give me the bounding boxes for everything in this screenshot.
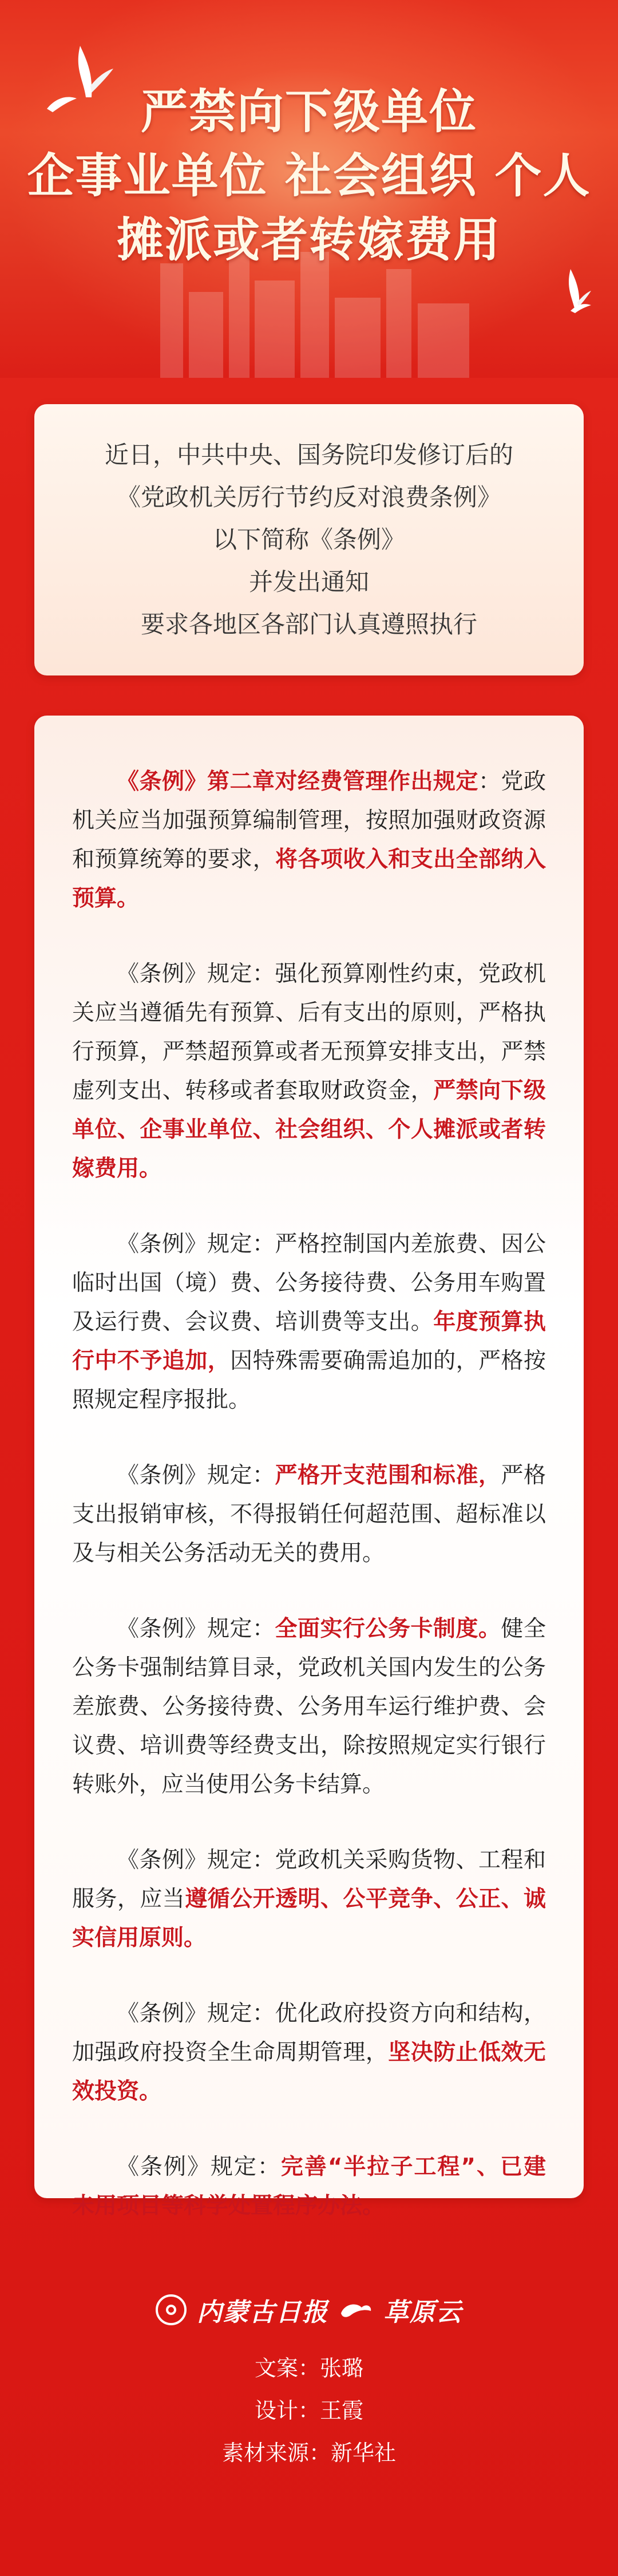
footer: [0, 2284, 618, 2474]
intro-card: [34, 404, 584, 675]
body-text: 《条例》规定：: [117, 2154, 281, 2180]
highlight-text: 坚决防止低效无效投资。: [72, 2040, 546, 2104]
title-line: 摊派或者转嫁费用: [116, 213, 501, 267]
highlight-text: 完善“半拉子工程”、已建未用项目等科学处置程序办法。: [72, 2154, 546, 2219]
article-paragraph: [72, 955, 546, 1188]
highlight-text: 将各项收入和支出全部纳入预算。: [72, 847, 546, 911]
credit-copywriter: 文案：张璐: [254, 2356, 363, 2381]
title-line: 企事业单位 社会组织 个人: [27, 149, 591, 203]
article-paragraph: [72, 1994, 546, 2111]
body-text: 《条例》规定：严格控制国内差旅费、因公临时出国（境）费、公务接待费、公务用车购置及运行费、会议费、培训费等支出。: [72, 1231, 546, 1335]
intro-line: 以下简称《条例》: [212, 526, 405, 554]
body-text: 《条例》规定：强化预算刚性约束，党政机关应当遵循先有预算、后有支出的原则，严格执行预算，严禁超预算或者无预算安排支出，严禁虚列支出、转移或者套取财政资金，: [72, 961, 546, 1104]
article-paragraph: [72, 1456, 546, 1573]
newspaper-logo-icon: [156, 2294, 187, 2325]
publisher-logos: [0, 2284, 618, 2336]
highlight-text: 严禁向下级单位、企事业单位、社会组织、个人摊派或者转嫁费用。: [72, 1078, 546, 1182]
article-paragraph: [72, 1225, 546, 1420]
newspaper-logo-text: 内蒙古日报: [197, 2298, 328, 2327]
body-text: 严格支出报销审核，不得报销任何超范围、超标准以及与相关公务活动无关的费用。: [72, 1463, 546, 1566]
body-text: 《条例》规定：: [117, 1616, 275, 1642]
body-text: 《条例》规定：优化政府投资方向和结构，加强政府投资全生命周期管理，: [72, 2001, 546, 2065]
body-text: 《条例》规定：: [117, 1463, 275, 1488]
header-banner: [0, 0, 618, 378]
regulation-articles-card: [34, 716, 584, 2219]
intro-line: 《党政机关厉行节约反对浪费条例》: [116, 483, 501, 511]
cloud-logo-text: 草原云: [383, 2298, 462, 2327]
highlight-text: 年度预算执行中不予追加，: [72, 1309, 546, 1374]
title-line: 严禁向下级单位: [140, 85, 477, 139]
highlight-text: 《条例》第二章对经费管理作出规定: [117, 769, 478, 795]
intro-line: 近日，中共中央、国务院印发修订后的: [104, 441, 513, 469]
credit-designer: 设计：王霞: [254, 2398, 363, 2423]
body-text: 健全公务卡强制结算目录，党政机关国内发生的公务差旅费、公务接待费、公务用车运行维护费、会议费、培训费等经费支出，除按照规定实行银行转账外，应当使用公务卡结算。: [72, 1616, 546, 1797]
credit-source: 素材来源：新华社: [221, 2440, 396, 2466]
article-paragraph: [72, 762, 546, 918]
article-paragraph: [72, 2148, 546, 2226]
cloud-logo-icon: [339, 2298, 373, 2321]
highlight-text: 全面实行公务卡制度。: [275, 1616, 501, 1642]
body-text: 因特殊需要确需追加的，严格按照规定程序报批。: [72, 1348, 546, 1413]
body-text: 《条例》规定：党政机关采购货物、工程和服务，应当: [72, 1847, 546, 1912]
dove-icon: [569, 301, 592, 314]
intro-line: 并发出通知: [248, 568, 369, 596]
highlight-text: 遵循公开透明、公平竞争、公正、诚实信用原则。: [72, 1886, 546, 1951]
page-title: [0, 80, 618, 272]
article-paragraph: [72, 1841, 546, 1958]
body-text: ：党政机关应当加强预算编制管理，按照加强财政资源和预算统筹的要求，: [72, 769, 546, 872]
article-paragraph: [72, 1610, 546, 1804]
intro-line: 要求各地区各部门认真遵照执行: [140, 610, 477, 638]
highlight-text: 严格开支范围和标准，: [275, 1463, 501, 1488]
